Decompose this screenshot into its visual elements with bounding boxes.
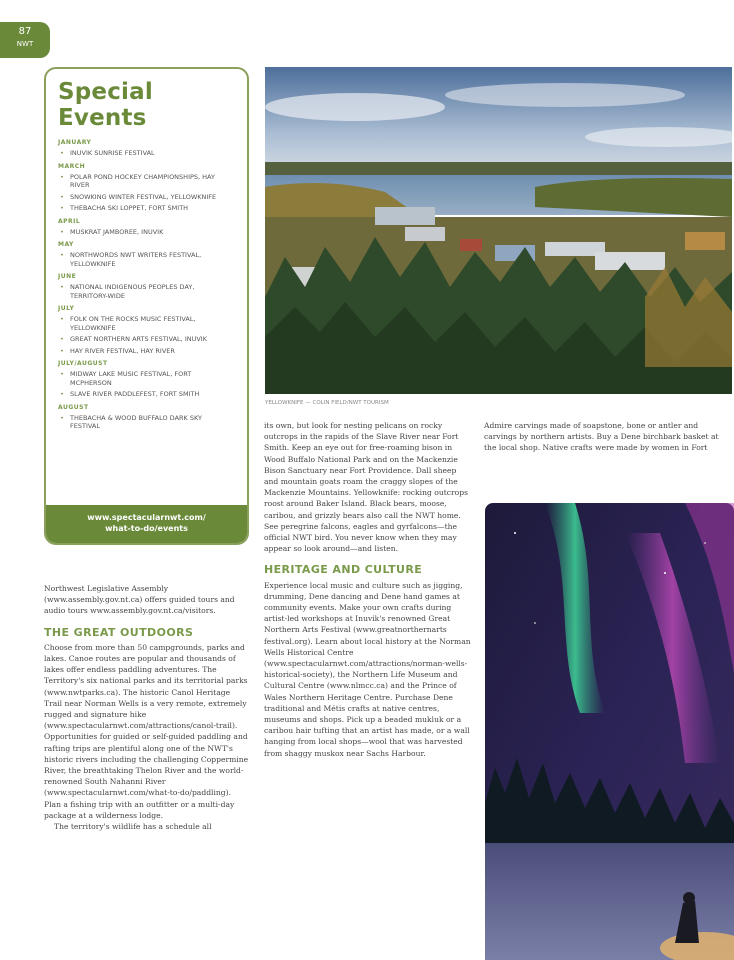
photo-caption: YELLOWKNIFE — COLIN FIELD/NWT TOURISM	[265, 400, 389, 406]
left-column	[44, 583, 249, 832]
middle-column	[264, 420, 472, 759]
page-section: NWT	[16, 40, 34, 48]
event-item: • THEBACHA SKI LOPPET, FORT SMITH	[58, 204, 233, 213]
events-link-line2: what-to-do/events	[105, 524, 188, 533]
event-item: • POLAR POND HOCKEY CHAMPIONSHIPS, HAY RIVER	[58, 173, 233, 190]
event-item: • HAY RIVER FESTIVAL, HAY RIVER	[58, 347, 233, 356]
event-month: AUGUST	[58, 403, 89, 411]
event-month: APRIL	[58, 217, 81, 225]
special-events-title: Special Events	[58, 79, 153, 131]
event-month: JULY/AUGUST	[58, 360, 108, 367]
crafts-paragraph: Admire carvings made of soapstone, bone or antler and carvings by northern artists. Buy a Dene birchbark basket at the local shop. Native crafts were made by women in Fort	[484, 421, 719, 453]
events-link[interactable]	[46, 505, 247, 543]
events-list	[46, 139, 247, 431]
wildlife-paragraph: its own, but look for nesting pelicans on rocky outcrops in the rapids of the Slave River near Fort Smith. Keep an eye out for free-roaming bison in Wood Buffalo National Park and on the Mackenzie Bison Sanctuary near Fort Providence. Dall sheep and mountain goats roam the craggy slopes of the Mackenzie Mountains. Yellowknife: rocking outcrops roost around Baker Island. Black bears, moose, caribou, and grizzly bears also call the NWT home. See peregrine falcons, eagles and gyrfalcons—the official NWT bird. You never know when they may appear so look around—and listen.	[264, 421, 468, 554]
event-month: JANUARY	[58, 139, 92, 146]
events-link-line1: www.spectacularnwt.com/	[87, 513, 206, 522]
event-item: • GREAT NORTHERN ARTS FESTIVAL, INUVIK	[58, 335, 233, 344]
left-intro: Northwest Legislative Assembly (www.assembly.gov.nt.ca) offers guided tours and audio tours www.assembly.gov.nt.ca/visitors.	[44, 584, 235, 616]
event-item: • SNOWKING WINTER FESTIVAL, YELLOWKNIFE	[58, 193, 233, 202]
special-events-box	[44, 67, 249, 545]
page-number-tab	[0, 22, 50, 58]
event-item: • THEBACHA & WOOD BUFFALO DARK SKY FESTIVAL	[58, 414, 233, 431]
heritage-heading: HERITAGE AND CULTURE	[264, 563, 423, 577]
great-outdoors-heading: THE GREAT OUTDOORS	[44, 625, 194, 639]
event-month: JUNE	[58, 273, 77, 280]
event-item: • FOLK ON THE ROCKS MUSIC FESTIVAL, YELLOWKNIFE	[58, 315, 233, 332]
event-item: • INUVIK SUNRISE FESTIVAL	[58, 149, 233, 158]
great-outdoors-paragraph: Choose from more than 50 campgrounds, parks and lakes. Canoe routes are popular and thousands of lakes offer endless paddling adventures. The Territory's six national parks and its territorial parks (www.nwtparks.ca). The historic Canol Heritage Trail near Norman Wells is a very remote, extremely rugged and signature hike (www.spectacularnwt.com/attractions/canol-trail). Opportunities for guided or self-guided paddling and rafting trips are plentiful along one of the NWT's historic rivers including the challenging Coppermine River, the breathtaking Thelon River and the world-renowned South Nahanni River (www.spectacularnwt.com/what-to-do/paddling). Plan a fishing trip with an outfitter or a multi-day package at a wilderness lodge.	[44, 642, 249, 820]
heritage-paragraph: Experience local music and culture such as jigging, drumming, Dene dancing and Dene hand games at community events. Make your own crafts during artist-led workshops at Inuvik's renowned Great Northern Arts Festival (www.greatnorthernarts festival.org). Learn about local history at the Norman Wells Historical Centre (www.spectacularnwt.com/attractions/norman-wells-historical-society), the Northern Life Museum and Cultural Centre (www.nlmcc.ca) and the Prince of Wales Northern Heritage Centre. Purchase Dene traditional and Métis crafts at native centres, museums and shops. Pick up a beaded mukluk or a caribou hair tufting that an artist has made, or a wall hanging from local shops—wool that was harvested from shaggy muskox near Sachs Harbour.	[264, 580, 471, 758]
event-item: • MUSKRAT JAMBOREE, INUVIK	[58, 228, 233, 237]
event-month: MARCH	[58, 162, 86, 170]
event-month: JULY	[58, 305, 75, 312]
aurora-photo	[485, 503, 734, 960]
event-item: • NATIONAL INDIGENOUS PEOPLES DAY, TERRITORY-WIDE	[58, 283, 233, 300]
wildlife-paragraph-start: The territory's wildlife has a schedule all	[54, 822, 212, 832]
event-item: • SLAVE RIVER PADDLEFEST, FORT SMITH	[58, 390, 233, 399]
right-column	[484, 420, 720, 454]
page-number: 87	[18, 26, 32, 37]
event-item: • NORTHWORDS NWT WRITERS FESTIVAL, YELLOWKNIFE	[58, 251, 233, 268]
event-item: • MIDWAY LAKE MUSIC FESTIVAL, FORT MCPHERSON	[58, 370, 233, 387]
event-month: MAY	[58, 241, 74, 248]
yellowknife-landscape-photo	[265, 67, 732, 394]
